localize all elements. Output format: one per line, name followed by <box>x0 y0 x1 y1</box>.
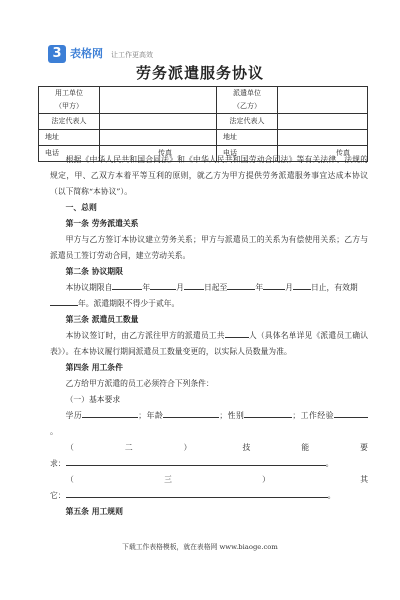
phone-a-label: 电话 <box>39 146 100 162</box>
phone-b-label: 电话 <box>217 146 278 162</box>
dispatcher-label: 派遣单位 （乙方） <box>217 87 278 114</box>
fax-b: 传真 <box>334 146 368 162</box>
legal-rep-a-value <box>100 114 217 130</box>
basic-requirements-line: 学历 ；年龄 ；性别 ；工作经验。 <box>50 408 368 440</box>
address-b-value <box>278 130 368 146</box>
address-b-label: 地址 <box>217 130 278 146</box>
article-4-title: 第四条 用工条件 <box>65 363 123 372</box>
other-requirements-line: （ 三 ） 其 <box>66 475 368 484</box>
footer-text: 下载工作表格模板，就在表格网 www.biaoge.com <box>122 543 278 551</box>
brand-slogan: 让工作更高效 <box>111 51 153 59</box>
article-4-intro: 乙方给甲方派遣的员工必须符合下列条件： <box>65 379 214 388</box>
party-info-table <box>38 86 368 162</box>
agreement-body <box>50 152 368 520</box>
dispatcher-value <box>278 87 368 114</box>
document-title: 劳务派遣服务协议 <box>135 64 264 82</box>
skill-requirements-line: （ 二 ） 技 能 要 <box>66 443 368 452</box>
employer-value <box>100 87 217 114</box>
fax-a: 传真 <box>156 146 217 162</box>
article-2-text-cont: 年。派遣期限不得少于贰年。 <box>50 296 368 312</box>
article-1-text: 甲方与乙方签订本协议建立劳务关系；甲方与派遣员工的关系为有偿使用关系；乙方与派遣员工签订劳动合同，建立劳动关系。 <box>50 235 368 260</box>
article-4-sub1: （一）基本要求 <box>65 395 121 404</box>
article-2-text: 本协议期限自 年 月 日起至 年 月 日止，有效期 <box>65 283 358 292</box>
article-3-text: 本协议签订时，由乙方派往甲方的派遣员工共 人（具体名单详见《派遣员工确认表》）。在本协议履行期间派遣员工数量变更的，以实际人员数量为准。 <box>50 331 369 356</box>
legal-rep-a-label: 法定代表人 <box>39 114 100 130</box>
article-2-title: 第二条 协议期限 <box>65 267 123 276</box>
legal-rep-b-value <box>278 114 368 130</box>
article-3-title: 第三条 派遣员工数量 <box>65 315 139 324</box>
employer-label: 用工单位 （甲方） <box>39 87 100 114</box>
address-a-label: 地址 <box>39 130 100 146</box>
article-1-title: 第一条 劳务派遣关系 <box>65 219 139 228</box>
section-general: 一、总则 <box>65 203 97 212</box>
article-5-title: 第五条 用工规则 <box>65 507 123 516</box>
address-a-value <box>100 130 217 146</box>
legal-rep-b-label: 法定代表人 <box>217 114 278 130</box>
skill-requirements-blank: 求： 。 <box>50 459 334 468</box>
logo-icon <box>48 45 66 63</box>
brand-name: 表格网 <box>70 47 103 60</box>
intro-paragraph: 根据《中华人民共和国合同法》和《中华人民共和国劳动合同法》等有关法律、法规的规定，甲、乙双方本着平等互利的原则，就乙方为甲方提供劳务派遣服务事宜达成本协议（以下简称“本协议”）。 <box>50 155 368 196</box>
other-requirements-blank: 它： 。 <box>50 491 336 500</box>
